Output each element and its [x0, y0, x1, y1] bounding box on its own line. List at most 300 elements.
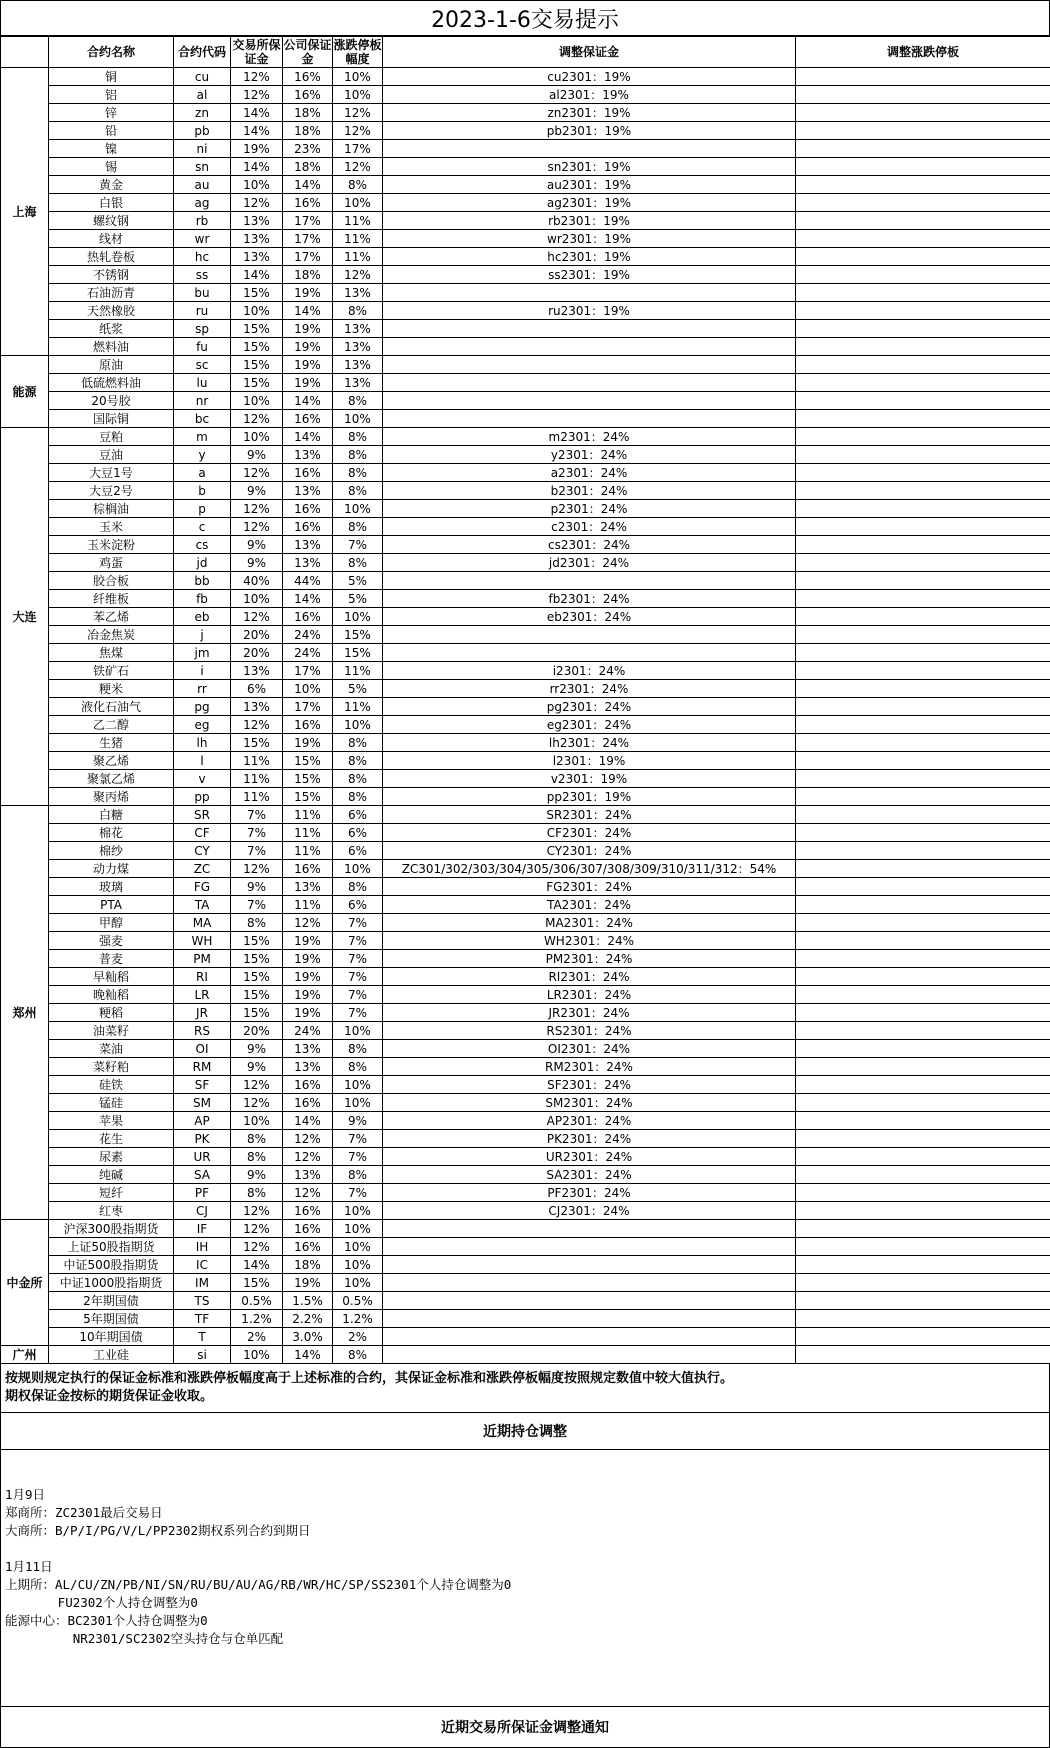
cell-exch-margin: 12%: [231, 518, 283, 536]
cell-limit: 5%: [333, 680, 383, 698]
cell-code: CF: [174, 824, 231, 842]
cell-exch-margin: 12%: [231, 1094, 283, 1112]
cell-adj-limit: [796, 1112, 1050, 1130]
cell-co-margin: 13%: [283, 536, 333, 554]
note-line: NR2301/SC2302空头持仓与仓单匹配: [5, 1630, 1045, 1648]
cell-co-margin: 11%: [283, 896, 333, 914]
notes-section: [0, 1364, 1050, 1748]
cell-exch-margin: 12%: [231, 1220, 283, 1238]
cell-code: FG: [174, 878, 231, 896]
cell-limit: 9%: [333, 1112, 383, 1130]
cell-adj-limit: [796, 896, 1050, 914]
table-row: [1, 572, 1050, 590]
cell-name: 甲醇: [49, 914, 174, 932]
cell-name: 玉米: [49, 518, 174, 536]
cell-exch-margin: 12%: [231, 1202, 283, 1220]
cell-name: 红枣: [49, 1202, 174, 1220]
cell-adj-limit: [796, 806, 1050, 824]
cell-code: JR: [174, 1004, 231, 1022]
cell-limit: 7%: [333, 1148, 383, 1166]
cell-limit: 10%: [333, 1202, 383, 1220]
cell-name: 黄金: [49, 176, 174, 194]
cell-name: 铝: [49, 86, 174, 104]
recent-position-title: 近期持仓调整: [1, 1412, 1049, 1450]
cell-adj-margin: y2301：24%: [383, 446, 796, 464]
table-row: [1, 824, 1050, 842]
table-row: [1, 1310, 1050, 1328]
table-row: [1, 86, 1050, 104]
recent-position-body: [1, 1450, 1049, 1706]
table-row: [1, 1004, 1050, 1022]
cell-exch-margin: 12%: [231, 86, 283, 104]
cell-limit: 8%: [333, 752, 383, 770]
cell-exch-margin: 12%: [231, 608, 283, 626]
cell-co-margin: 13%: [283, 1058, 333, 1076]
cell-adj-margin: [383, 1256, 796, 1274]
cell-adj-margin: p2301：24%: [383, 500, 796, 518]
cell-name: 普麦: [49, 950, 174, 968]
cell-exch-margin: 13%: [231, 662, 283, 680]
cell-limit: 10%: [333, 1094, 383, 1112]
note-line: 1月11日: [5, 1558, 1045, 1576]
table-row: [1, 248, 1050, 266]
cell-co-margin: 14%: [283, 1346, 333, 1364]
cell-name: 大豆1号: [49, 464, 174, 482]
cell-co-margin: 17%: [283, 248, 333, 266]
table-row: [1, 464, 1050, 482]
cell-code: sp: [174, 320, 231, 338]
cell-limit: 13%: [333, 374, 383, 392]
cell-adj-margin: UR2301：24%: [383, 1148, 796, 1166]
cell-adj-margin: b2301：24%: [383, 482, 796, 500]
header-co-margin: 公司保证金: [283, 37, 333, 68]
table-row: [1, 1058, 1050, 1076]
cell-adj-limit: [796, 734, 1050, 752]
table-row: [1, 608, 1050, 626]
cell-limit: 11%: [333, 662, 383, 680]
cell-adj-limit: [796, 1256, 1050, 1274]
cell-adj-margin: l2301：19%: [383, 752, 796, 770]
table-row: [1, 1202, 1050, 1220]
cell-co-margin: 16%: [283, 410, 333, 428]
table-row: [1, 968, 1050, 986]
table-row: [1, 374, 1050, 392]
cell-adj-margin: [383, 572, 796, 590]
cell-code: zn: [174, 104, 231, 122]
cell-exch-margin: 15%: [231, 338, 283, 356]
cell-adj-limit: [796, 1220, 1050, 1238]
cell-limit: 10%: [333, 1256, 383, 1274]
cell-code: al: [174, 86, 231, 104]
cell-adj-limit: [796, 932, 1050, 950]
cell-exch-margin: 2%: [231, 1328, 283, 1346]
cell-adj-margin: ru2301：19%: [383, 302, 796, 320]
cell-adj-limit: [796, 1058, 1050, 1076]
cell-exch-margin: 20%: [231, 644, 283, 662]
cell-name: 工业硅: [49, 1346, 174, 1364]
cell-co-margin: 24%: [283, 1022, 333, 1040]
cell-code: au: [174, 176, 231, 194]
cell-adj-margin: [383, 644, 796, 662]
header-limit: 涨跌停板幅度: [333, 37, 383, 68]
cell-adj-margin: pp2301：19%: [383, 788, 796, 806]
cell-exch-margin: 10%: [231, 176, 283, 194]
cell-limit: 8%: [333, 176, 383, 194]
cell-co-margin: 14%: [283, 392, 333, 410]
cell-exch-margin: 40%: [231, 572, 283, 590]
cell-co-margin: 15%: [283, 752, 333, 770]
cell-co-margin: 16%: [283, 1220, 333, 1238]
cell-limit: 11%: [333, 212, 383, 230]
cell-limit: 7%: [333, 1130, 383, 1148]
cell-code: m: [174, 428, 231, 446]
cell-adj-limit: [796, 212, 1050, 230]
cell-limit: 8%: [333, 770, 383, 788]
cell-limit: 8%: [333, 1166, 383, 1184]
cell-adj-limit: [796, 1076, 1050, 1094]
cell-adj-limit: [796, 1292, 1050, 1310]
cell-code: PF: [174, 1184, 231, 1202]
cell-adj-margin: v2301：19%: [383, 770, 796, 788]
table-row: [1, 266, 1050, 284]
cell-adj-limit: [796, 392, 1050, 410]
cell-adj-margin: OI2301：24%: [383, 1040, 796, 1058]
cell-code: PM: [174, 950, 231, 968]
cell-limit: 7%: [333, 986, 383, 1004]
cell-code: rr: [174, 680, 231, 698]
cell-exch-margin: 8%: [231, 1148, 283, 1166]
cell-adj-margin: c2301：24%: [383, 518, 796, 536]
cell-exch-margin: 9%: [231, 1166, 283, 1184]
cell-co-margin: 1.5%: [283, 1292, 333, 1310]
cell-name: 焦煤: [49, 644, 174, 662]
cell-name: 白糖: [49, 806, 174, 824]
cell-co-margin: 19%: [283, 1274, 333, 1292]
cell-co-margin: 16%: [283, 68, 333, 86]
cell-adj-margin: LR2301：24%: [383, 986, 796, 1004]
table-row: [1, 1076, 1050, 1094]
table-row: [1, 788, 1050, 806]
cell-adj-limit: [796, 1274, 1050, 1292]
cell-name: 动力煤: [49, 860, 174, 878]
cell-limit: 13%: [333, 320, 383, 338]
table-row: [1, 1112, 1050, 1130]
cell-name: 中证500股指期货: [49, 1256, 174, 1274]
cell-adj-limit: [796, 1328, 1050, 1346]
cell-exch-margin: 15%: [231, 374, 283, 392]
cell-limit: 8%: [333, 1346, 383, 1364]
table-row: [1, 212, 1050, 230]
margin-notice-title: 近期交易所保证金调整通知: [1, 1706, 1049, 1747]
cell-limit: 13%: [333, 284, 383, 302]
cell-limit: 8%: [333, 392, 383, 410]
cell-code: LR: [174, 986, 231, 1004]
cell-limit: 8%: [333, 554, 383, 572]
table-row: [1, 1022, 1050, 1040]
cell-exch-margin: 15%: [231, 1274, 283, 1292]
cell-adj-limit: [796, 680, 1050, 698]
table-row: [1, 626, 1050, 644]
cell-name: 玉米淀粉: [49, 536, 174, 554]
cell-co-margin: 16%: [283, 716, 333, 734]
cell-limit: 10%: [333, 1238, 383, 1256]
cell-co-margin: 15%: [283, 788, 333, 806]
cell-limit: 13%: [333, 338, 383, 356]
cell-co-margin: 13%: [283, 1040, 333, 1058]
cell-co-margin: 19%: [283, 320, 333, 338]
table-row: [1, 554, 1050, 572]
cell-name: 强麦: [49, 932, 174, 950]
cell-name: 低硫燃料油: [49, 374, 174, 392]
cell-co-margin: 12%: [283, 914, 333, 932]
cell-name: 棉花: [49, 824, 174, 842]
cell-name: 线材: [49, 230, 174, 248]
table-row: [1, 1094, 1050, 1112]
cell-code: rb: [174, 212, 231, 230]
cell-code: ss: [174, 266, 231, 284]
table-row: [1, 1274, 1050, 1292]
cell-adj-limit: [796, 770, 1050, 788]
cell-co-margin: 16%: [283, 518, 333, 536]
cell-name: 冶金焦炭: [49, 626, 174, 644]
cell-limit: 10%: [333, 1076, 383, 1094]
cell-name: 鸡蛋: [49, 554, 174, 572]
header-code: 合约代码: [174, 37, 231, 68]
table-row: [1, 680, 1050, 698]
cell-co-margin: 13%: [283, 446, 333, 464]
cell-code: cs: [174, 536, 231, 554]
cell-limit: 8%: [333, 518, 383, 536]
cell-adj-limit: [796, 1184, 1050, 1202]
cell-exch-margin: 12%: [231, 194, 283, 212]
cell-co-margin: 18%: [283, 266, 333, 284]
cell-code: IM: [174, 1274, 231, 1292]
table-row: [1, 986, 1050, 1004]
cell-limit: 10%: [333, 860, 383, 878]
cell-adj-limit: [796, 248, 1050, 266]
cell-name: 铁矿石: [49, 662, 174, 680]
cell-code: RM: [174, 1058, 231, 1076]
cell-co-margin: 16%: [283, 464, 333, 482]
cell-adj-limit: [796, 482, 1050, 500]
cell-co-margin: 19%: [283, 968, 333, 986]
cell-name: 20号胶: [49, 392, 174, 410]
cell-name: 2年期国债: [49, 1292, 174, 1310]
cell-adj-limit: [796, 1148, 1050, 1166]
cell-limit: 10%: [333, 1220, 383, 1238]
cell-limit: 12%: [333, 266, 383, 284]
cell-adj-margin: PM2301：24%: [383, 950, 796, 968]
table-row: [1, 1184, 1050, 1202]
cell-adj-margin: CJ2301：24%: [383, 1202, 796, 1220]
table-row: [1, 500, 1050, 518]
cell-exch-margin: 12%: [231, 410, 283, 428]
cell-limit: 8%: [333, 878, 383, 896]
cell-exch-margin: 9%: [231, 446, 283, 464]
cell-name: 天然橡胶: [49, 302, 174, 320]
cell-name: 原油: [49, 356, 174, 374]
cell-name: 菜籽粕: [49, 1058, 174, 1076]
cell-exch-margin: 12%: [231, 1076, 283, 1094]
exchange-cell: 广州: [1, 1346, 49, 1364]
cell-limit: 7%: [333, 968, 383, 986]
cell-co-margin: 24%: [283, 626, 333, 644]
cell-co-margin: 11%: [283, 842, 333, 860]
cell-exch-margin: 10%: [231, 1112, 283, 1130]
cell-adj-limit: [796, 842, 1050, 860]
table-row: [1, 950, 1050, 968]
cell-name: 花生: [49, 1130, 174, 1148]
cell-adj-margin: sn2301：19%: [383, 158, 796, 176]
cell-co-margin: 16%: [283, 1076, 333, 1094]
cell-limit: 6%: [333, 824, 383, 842]
cell-exch-margin: 12%: [231, 1238, 283, 1256]
exchange-cell: 能源: [1, 356, 49, 428]
cell-adj-margin: [383, 1310, 796, 1328]
table-row: [1, 140, 1050, 158]
note-line: 能源中心：BC2301个人持仓调整为0: [5, 1612, 1045, 1630]
cell-adj-limit: [796, 752, 1050, 770]
cell-limit: 5%: [333, 572, 383, 590]
cell-exch-margin: 9%: [231, 1040, 283, 1058]
cell-exch-margin: 15%: [231, 734, 283, 752]
cell-name: 棉纱: [49, 842, 174, 860]
cell-exch-margin: 14%: [231, 122, 283, 140]
cell-adj-limit: [796, 158, 1050, 176]
cell-limit: 10%: [333, 500, 383, 518]
cell-adj-limit: [796, 950, 1050, 968]
cell-co-margin: 11%: [283, 824, 333, 842]
cell-code: ag: [174, 194, 231, 212]
cell-code: IC: [174, 1256, 231, 1274]
table-row: [1, 536, 1050, 554]
cell-exch-margin: 12%: [231, 500, 283, 518]
cell-exch-margin: 7%: [231, 842, 283, 860]
cell-co-margin: 16%: [283, 860, 333, 878]
cell-co-margin: 12%: [283, 1148, 333, 1166]
cell-adj-margin: CF2301：24%: [383, 824, 796, 842]
table-row: [1, 1238, 1050, 1256]
cell-name: 粳米: [49, 680, 174, 698]
cell-limit: 10%: [333, 410, 383, 428]
cell-name: 聚氯乙烯: [49, 770, 174, 788]
cell-limit: 12%: [333, 104, 383, 122]
cell-name: 沪深300股指期货: [49, 1220, 174, 1238]
header-name: 合约名称: [49, 37, 174, 68]
cell-code: lu: [174, 374, 231, 392]
cell-adj-limit: [796, 176, 1050, 194]
cell-adj-margin: PF2301：24%: [383, 1184, 796, 1202]
cell-code: ru: [174, 302, 231, 320]
cell-exch-margin: 13%: [231, 212, 283, 230]
cell-name: 菜油: [49, 1040, 174, 1058]
cell-name: 石油沥青: [49, 284, 174, 302]
cell-limit: 7%: [333, 914, 383, 932]
cell-code: PK: [174, 1130, 231, 1148]
cell-adj-limit: [796, 1310, 1050, 1328]
cell-adj-margin: ag2301：19%: [383, 194, 796, 212]
cell-code: jm: [174, 644, 231, 662]
cell-code: CY: [174, 842, 231, 860]
cell-adj-margin: cs2301：24%: [383, 536, 796, 554]
cell-limit: 1.2%: [333, 1310, 383, 1328]
cell-co-margin: 16%: [283, 1094, 333, 1112]
cell-name: 短纤: [49, 1184, 174, 1202]
cell-co-margin: 18%: [283, 158, 333, 176]
cell-adj-limit: [796, 356, 1050, 374]
cell-code: WH: [174, 932, 231, 950]
cell-co-margin: 19%: [283, 986, 333, 1004]
cell-code: IH: [174, 1238, 231, 1256]
cell-limit: 8%: [333, 428, 383, 446]
cell-exch-margin: 15%: [231, 1004, 283, 1022]
cell-co-margin: 18%: [283, 104, 333, 122]
cell-name: 油菜籽: [49, 1022, 174, 1040]
cell-adj-margin: m2301：24%: [383, 428, 796, 446]
cell-code: c: [174, 518, 231, 536]
cell-limit: 15%: [333, 626, 383, 644]
cell-code: hc: [174, 248, 231, 266]
cell-adj-limit: [796, 788, 1050, 806]
cell-limit: 8%: [333, 1058, 383, 1076]
cell-code: TS: [174, 1292, 231, 1310]
cell-name: 燃料油: [49, 338, 174, 356]
cell-co-margin: 19%: [283, 932, 333, 950]
cell-limit: 13%: [333, 356, 383, 374]
table-row: [1, 932, 1050, 950]
exchange-cell: 大连: [1, 428, 49, 806]
cell-code: AP: [174, 1112, 231, 1130]
cell-name: 锰硅: [49, 1094, 174, 1112]
cell-exch-margin: 15%: [231, 986, 283, 1004]
cell-exch-margin: 10%: [231, 428, 283, 446]
cell-adj-margin: eb2301：24%: [383, 608, 796, 626]
cell-adj-margin: SM2301：24%: [383, 1094, 796, 1112]
cell-co-margin: 13%: [283, 1166, 333, 1184]
cell-adj-margin: a2301：24%: [383, 464, 796, 482]
cell-code: IF: [174, 1220, 231, 1238]
cell-code: jd: [174, 554, 231, 572]
cell-co-margin: 19%: [283, 284, 333, 302]
cell-adj-limit: [796, 428, 1050, 446]
table-row: [1, 1328, 1050, 1346]
cell-name: 晚籼稻: [49, 986, 174, 1004]
cell-name: 聚乙烯: [49, 752, 174, 770]
cell-exch-margin: 14%: [231, 266, 283, 284]
cell-co-margin: 14%: [283, 590, 333, 608]
cell-limit: 12%: [333, 122, 383, 140]
cell-name: 国际铜: [49, 410, 174, 428]
cell-code: RS: [174, 1022, 231, 1040]
cell-co-margin: 23%: [283, 140, 333, 158]
cell-adj-margin: SA2301：24%: [383, 1166, 796, 1184]
note-line: 郑商所：ZC2301最后交易日: [5, 1504, 1045, 1522]
page-title: 2023-1-6交易提示: [0, 0, 1050, 36]
cell-adj-margin: [383, 374, 796, 392]
cell-name: 乙二醇: [49, 716, 174, 734]
cell-exch-margin: 1.2%: [231, 1310, 283, 1328]
cell-adj-limit: [796, 572, 1050, 590]
note-line: [5, 1540, 1045, 1558]
cell-co-margin: 14%: [283, 302, 333, 320]
cell-adj-limit: [796, 230, 1050, 248]
cell-limit: 2%: [333, 1328, 383, 1346]
cell-name: 铜: [49, 68, 174, 86]
table-row: [1, 806, 1050, 824]
cell-co-margin: 10%: [283, 680, 333, 698]
cell-code: SA: [174, 1166, 231, 1184]
cell-code: ZC: [174, 860, 231, 878]
